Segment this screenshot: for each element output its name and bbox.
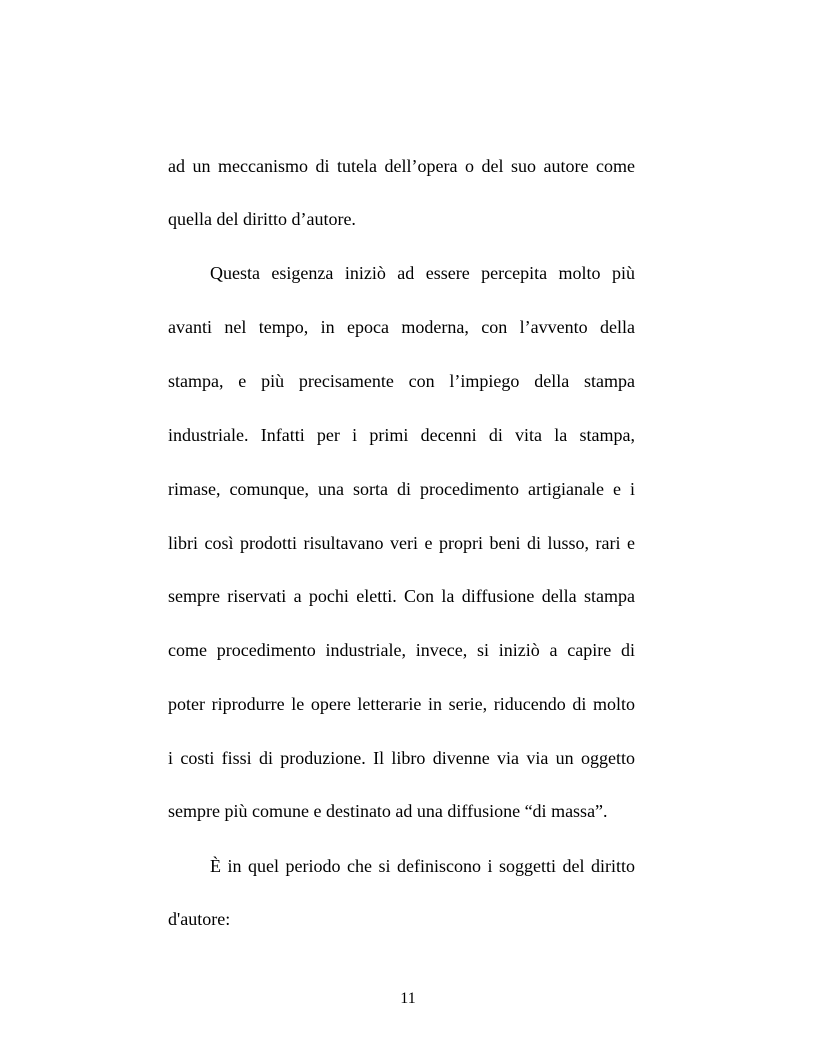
text-line: come procedimento industriale, invece, si iniziò a capire di xyxy=(168,640,635,660)
text-line: quella del diritto d’autore. xyxy=(168,209,356,229)
page-number: 11 xyxy=(400,990,416,1007)
text-line: sempre riservati a pochi eletti. Con la diffusione della stampa xyxy=(168,586,635,606)
text-line: libri così prodotti risultavano veri e propri beni di lusso, rari e xyxy=(168,533,635,553)
text-line: rimase, comunque, una sorta di procedimento artigianale e i xyxy=(168,479,635,499)
text-line: sempre più comune e destinato ad una diffusione “di massa”. xyxy=(168,801,608,821)
text-line: stampa, e più precisamente con l’impiego della stampa xyxy=(168,371,635,391)
text-line: ad un meccanismo di tutela dell’opera o del suo autore come xyxy=(168,156,635,176)
text-line: poter riprodurre le opere letterarie in serie, riducendo di molto xyxy=(168,694,635,714)
text-line: industriale. Infatti per i primi decenni di vita la stampa, xyxy=(168,425,635,445)
text-line: d'autore: xyxy=(168,909,231,929)
paragraph-first-line: È in quel periodo che si definiscono i soggetti del diritto xyxy=(210,856,635,876)
paragraph-first-line: Questa esigenza iniziò ad essere percepita molto più xyxy=(210,263,635,283)
text-line: avanti nel tempo, in epoca moderna, con l’avvento della xyxy=(168,317,635,337)
text-line: i costi fissi di produzione. Il libro divenne via via un oggetto xyxy=(168,748,635,768)
